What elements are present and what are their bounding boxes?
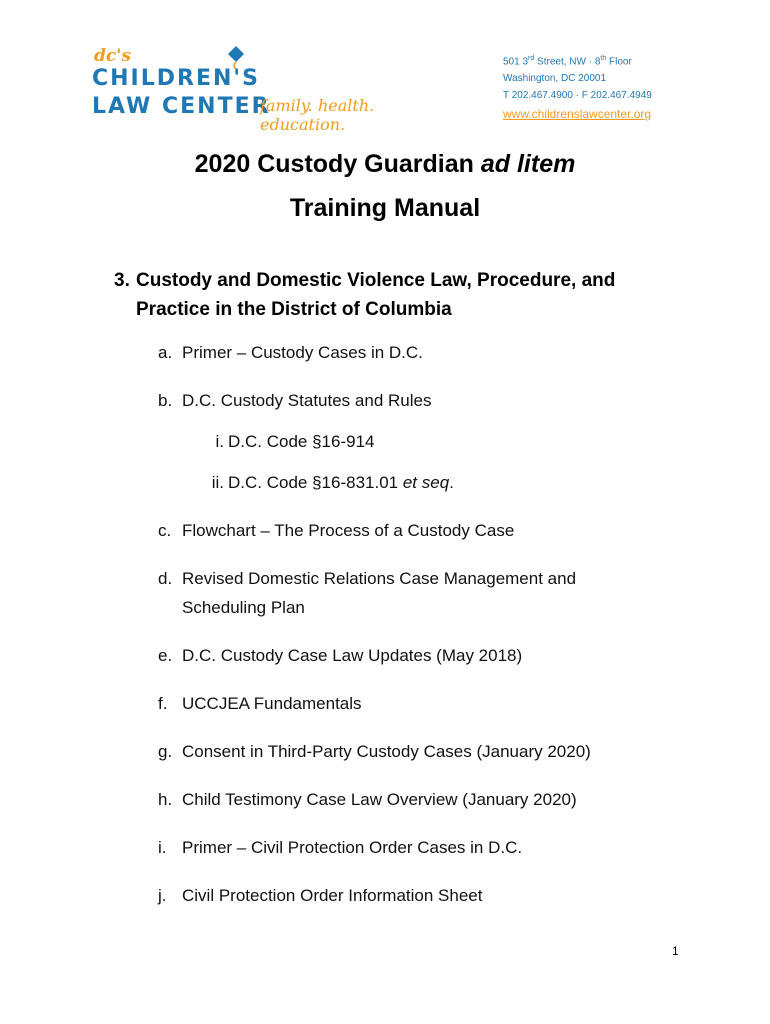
section-number: 3. [114, 270, 130, 291]
document-subtitle: Training Manual [289, 194, 481, 222]
logo-dcs: dc's [94, 46, 132, 66]
section-heading-line-2: Practice in the District of Columbia [136, 299, 452, 320]
list-item: i. Primer – Civil Protection Order Cases in D.C. [158, 838, 523, 857]
list-item: b. D.C. Custody Statutes and Rules [158, 391, 432, 410]
sub-list-item: ii. D.C. Code §16-831.01 et seq. [211, 473, 454, 492]
section-heading [114, 266, 674, 324]
contact-city: Washington, DC 20001 [503, 73, 607, 85]
contents-list [158, 338, 718, 929]
logo-line-1: CHILDREN'S [92, 66, 260, 91]
page-number: 1 [672, 944, 679, 958]
website-link[interactable]: www.childrenslawcenter.org [503, 107, 652, 122]
logo-line-2: LAW CENTER [92, 94, 271, 119]
logo-tagline: family. health. education. [260, 96, 375, 134]
list-item: j. Civil Protection Order Information Sheet [158, 886, 483, 905]
list-item: d. Revised Domestic Relations Case Management and Scheduling Plan [158, 569, 577, 617]
list-item: h. Child Testimony Case Law Overview (January 2020) [158, 790, 577, 809]
contact-block [503, 50, 652, 123]
list-item: f. UCCJEA Fundamentals [158, 694, 362, 713]
contact-address: 501 3rd Street, NW · 8th Floor [503, 55, 632, 68]
section-heading-line-1: Custody and Domestic Violence Law, Procedure, and [136, 270, 616, 291]
childrens-law-center-logo [92, 40, 412, 140]
contact-phone: T 202.467.4900 · F 202.467.4949 [503, 90, 652, 102]
list-item: a. Primer – Custody Cases in D.C. [158, 343, 423, 362]
list-item: c. Flowchart – The Process of a Custody Case [158, 521, 515, 540]
document-title: 2020 Custody Guardian ad litem [194, 150, 576, 178]
list-item: g. Consent in Third-Party Custody Cases (January 2020) [158, 742, 591, 761]
sub-list-item: i. D.C. Code §16-914 [215, 432, 375, 451]
list-item: e. D.C. Custody Case Law Updates (May 2018) [158, 646, 523, 665]
